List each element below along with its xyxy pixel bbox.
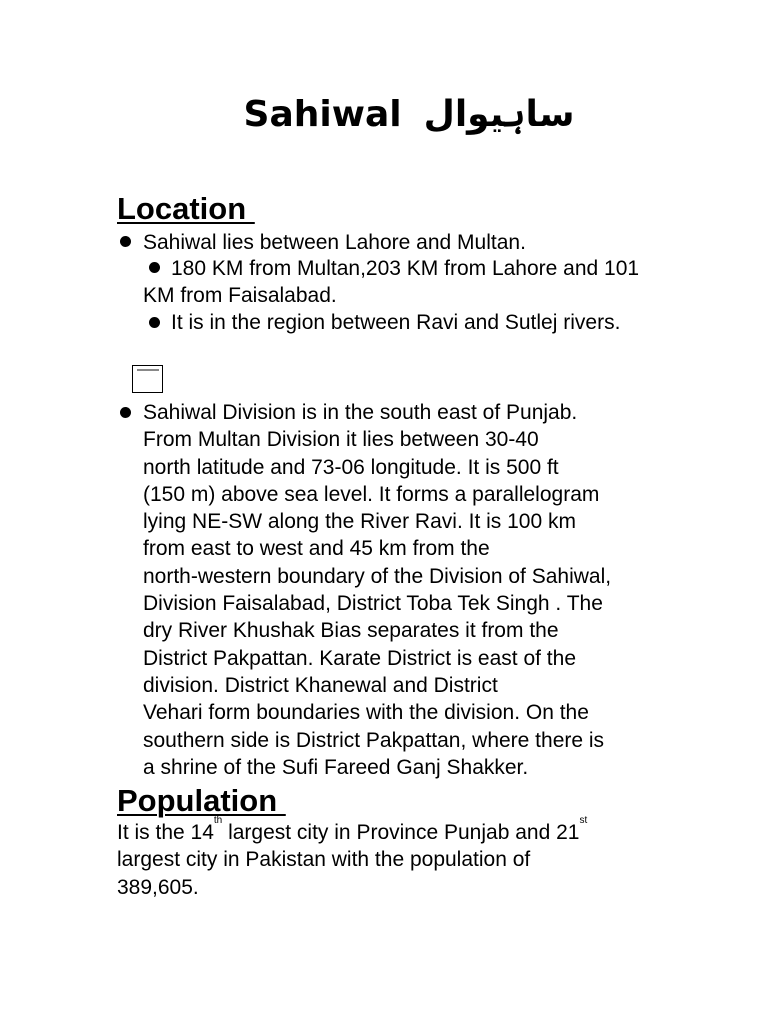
division-line: dry River Khushak Bias separates it from the — [143, 619, 559, 643]
division-line: Vehari form boundaries with the division. On the — [143, 701, 589, 725]
division-line: a shrine of the Sufi Fareed Ganj Shakker. — [143, 755, 529, 779]
page-title — [0, 88, 768, 142]
division-line: southern side is District Pakpattan, where there is — [143, 728, 605, 752]
population-heading: Population — [117, 783, 286, 818]
division-line: Sahiwal Division is in the south east of Punjab. — [143, 401, 578, 424]
division-line: Division Faisalabad, District Toba Tek Singh . The — [143, 592, 603, 616]
bullet-dot-icon — [120, 407, 131, 418]
division-line: lying NE-SW along the River Ravi. It is 100 km — [143, 510, 576, 534]
division-line: From Multan Division it lies between 30-40 — [143, 428, 539, 452]
population-line-2: largest city in Pakistan with the population of — [117, 848, 531, 872]
image-placeholder-line — [137, 369, 159, 371]
population-text: It is the 14 — [117, 821, 214, 844]
division-line: division. District Khanewal and District — [143, 673, 498, 697]
title-english: Sahiwal — [243, 94, 402, 135]
image-placeholder-icon — [132, 365, 163, 393]
division-line: from east to west and 45 km from the — [143, 537, 490, 561]
title-urdu: ساہیوال — [423, 94, 575, 135]
bullet-dot-icon — [120, 236, 131, 247]
division-paragraph — [143, 399, 683, 781]
location-bullet-1: Sahiwal lies between Lahore and Multan. — [143, 231, 526, 254]
division-line: north latitude and 73-06 longitude. It is 500 ft — [143, 455, 559, 479]
ordinal-suffix: st — [579, 815, 588, 826]
division-line: (150 m) above sea level. It forms a parallelogram — [143, 482, 600, 506]
division-line: north-western boundary of the Division of Sahiwal, — [143, 564, 612, 588]
location-bullet-2: 180 KM from Multan,203 KM from Lahore and 101 KM from Faisalabad. — [143, 257, 640, 308]
location-bullet-3: It is in the region between Ravi and Sutlej rivers. — [171, 311, 621, 334]
ordinal-suffix: th — [213, 815, 223, 826]
location-heading: Location — [117, 191, 255, 226]
population-text: largest city in Province Punjab and 21 — [222, 821, 580, 844]
division-line: District Pakpattan. Karate District is east of the — [143, 646, 577, 670]
population-line-3: 389,605. — [117, 875, 199, 899]
population-paragraph — [117, 815, 657, 901]
population-line-1 — [117, 815, 657, 846]
